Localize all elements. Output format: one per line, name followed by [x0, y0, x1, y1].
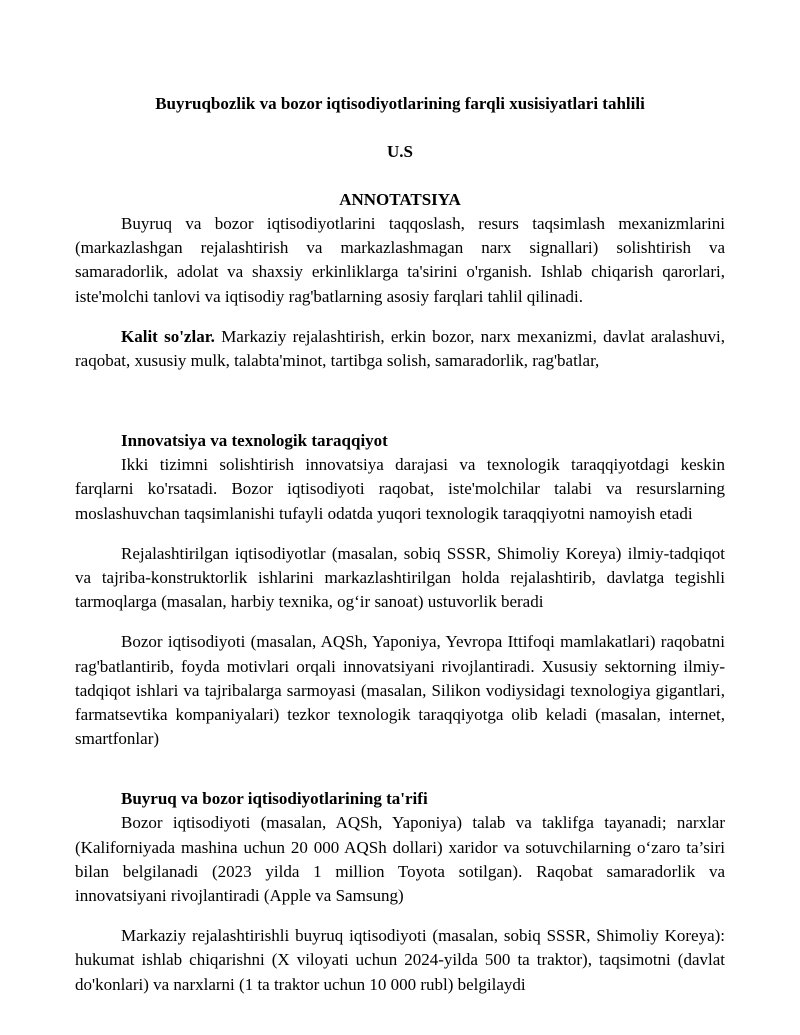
- document-title: Buyruqbozlik va bozor iqtisodiyotlarining farqli xusisiyatlari tahlili: [155, 94, 645, 113]
- keywords-paragraph: [75, 325, 725, 373]
- innovation-paragraph-3: Bozor iqtisodiyoti (masalan, AQSh, Yaponiya, Yevropa Ittifoqi mamlakatlari) raqobatni rag'batlantirib, foyda motivlari orqali innovatsiyani rivojlantiradi. Xususiy sektorning ilmiy-tadqiqot ishlari va tajribalarga sarmoyasi (masalan, Silikon vodiysidagi texnologiya gigantlari, farmatsevtika kompaniyalari) tezkor texnologik taraqqiyotga olib keladi (masalan, internet, smartfonlar): [75, 632, 725, 749]
- innovation-paragraph-2: Rejalashtirilgan iqtisodiyotlar (masalan, sobiq SSSR, Shimoliy Koreya) ilmiy-tadqiqot va tajriba-konstruktorlik ishlarini markazlashtirilgan holda rejalashtirib, davlatga tegishli tarmoqlarga (masalan, harbiy texnika, og‘ir sanoat) ustuvorlik beradi: [75, 543, 725, 612]
- annotation-heading: ANNOTATSIYA: [339, 190, 461, 209]
- author-name: U.S: [387, 142, 413, 161]
- keywords-label: Kalit so'zlar.: [121, 326, 215, 346]
- innovation-paragraph-1: Ikki tizimni solishtirish innovatsiya darajasi va texnologik taraqqiyotdagi keskin farqlarni ko'rsatadi. Bozor iqtisodiyoti raqobat, iste'molchilar talabi va resurslarning moslashuvchan taqsimlanishi tufayli odatda yuqori texnologik taraqqiyotni namoyish etadi: [75, 455, 725, 523]
- section-heading-innovation: Innovatsiya va texnologik taraqqiyot: [121, 431, 388, 451]
- definition-paragraph-2: Markaziy rejalashtirishli buyruq iqtisodiyoti (masalan, sobiq SSSR, Shimoliy Koreya): hukumat ishlab chiqarishni (X viloyati uchun 2024-yilda 500 ta traktor), taqsimotni (davlat do'konlari) va narxlarni (1 ta traktor uchun 10 000 rubl) belgilaydi: [75, 926, 725, 994]
- definition-paragraph-1: Bozor iqtisodiyoti (masalan, AQSh, Yaponiya) talab va taklifga tayanadi; narxlar (Kaliforniyada mashina uchun 20 000 AQSh dollari) xaridor va sotuvchilarning o‘zaro ta’siri bilan belgilanadi (2023 yilda 1 million Toyota sotilgan). Raqobat samaradorlik va innovatsiyani rivojlantiradi (Apple va Samsung): [75, 813, 725, 906]
- keywords-text: Markaziy rejalashtirish, erkin bozor, narx mexanizmi, davlat aralashuvi, raqobat, xususiy mulk, talabta'minot, tartibga solish, samaradorlik, rag'batlar,: [75, 326, 725, 371]
- section-heading-definition: Buyruq va bozor iqtisodiyotlarining ta'rifi: [121, 789, 428, 809]
- annotation-paragraph: Buyruq va bozor iqtisodiyotlarini taqqoslash, resurs taqsimlash mexanizmlarini (markazlashgan rejalashtirish va markazlashmagan narx signallari) solishtirish va samaradorlik, adolat va shaxsiy erkinliklarga ta'sirini o'rganish. Ishlab chiqarish qarorlari, iste'molchi tanlovi va iqtisodiy rag'batlarning asosiy farqlari tahlil qilinadi.: [75, 214, 725, 306]
